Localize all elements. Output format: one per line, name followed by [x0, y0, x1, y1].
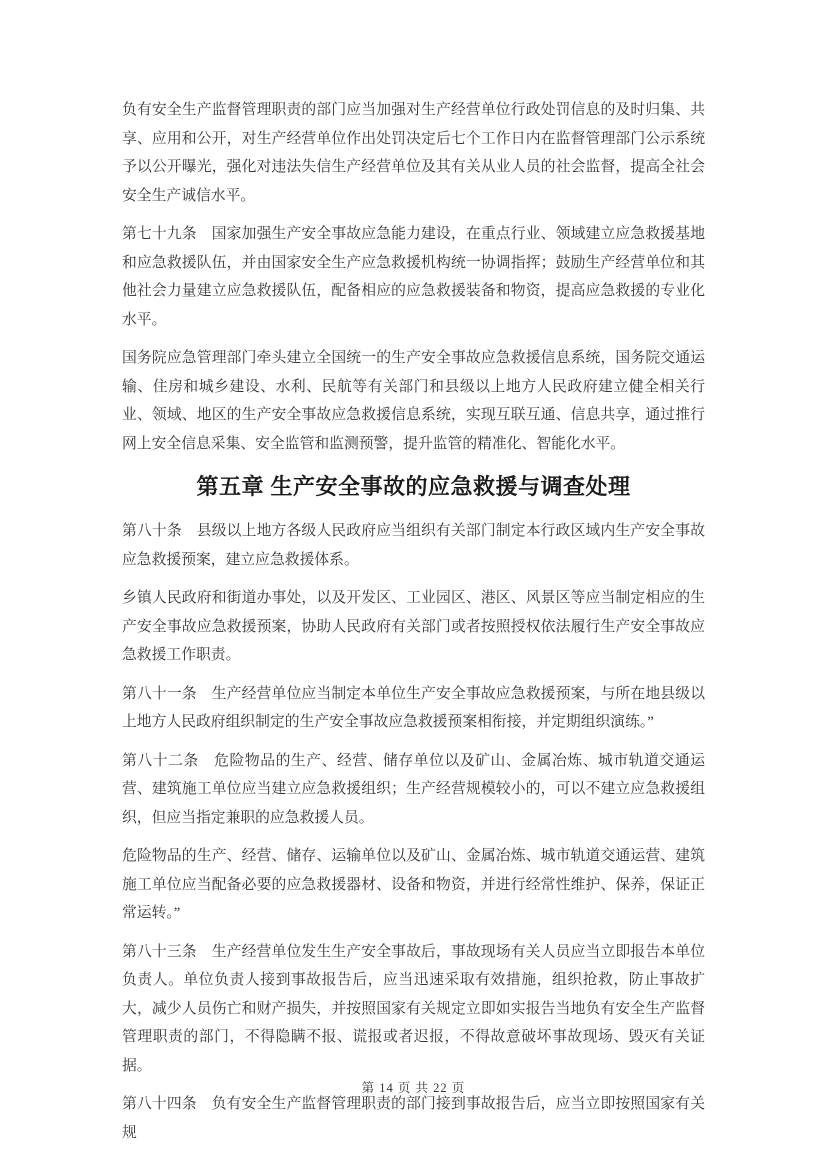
paragraph: 负有安全生产监督管理职责的部门应当加强对生产经营单位行政处罚信息的及时归集、共享、应用和公开，对生产经营单位作出处罚决定后七个工作日内在监督管理部门公示系统予以公开曝光，强化对违法失信生产经营单位及其有关从业人员的社会监督，提高全社会安全生产诚信水平。: [122, 102, 705, 204]
paragraph-article-79: 第七十九条 国家加强生产安全事故应急能力建设，在重点行业、领域建立应急救援基地和应急救援队伍，并由国家安全生产应急救援机构统一协调指挥；鼓励生产经营单位和其他社会力量建立应急救援队伍，配备相应的应急救援装备和物资，提高应急救援的专业化水平。: [122, 226, 705, 328]
paragraph-article-83: 第八十三条 生产经营单位发生生产安全事故后，事故现场有关人员应当立即报告本单位负责人。单位负责人接到事故报告后，应当迅速采取有效措施，组织抢救，防止事故扩大，减少人员伤亡和财产损失，并按照国家有关规定立即如实报告当地负有安全生产监督管理职责的部门，不得隐瞒不报、谎报或者迟报，不得故意破坏事故现场、毁灭有关证据。: [122, 943, 705, 1074]
paragraph-article-80: 第八十条 县级以上地方各级人民政府应当组织有关部门制定本行政区域内生产安全事故应急救援预案，建立应急救援体系。: [122, 523, 705, 568]
paragraph-article-82: 第八十二条 危险物品的生产、经营、储存单位以及矿山、金属冶炼、城市轨道交通运营、建筑施工单位应当建立应急救援组织；生产经营规模较小的，可以不建立应急救援组织，但应当指定兼职的应急救援人员。: [122, 752, 705, 826]
paragraph: 国务院应急管理部门牵头建立全国统一的生产安全事故应急救援信息系统，国务院交通运输、住房和城乡建设、水利、民航等有关部门和县级以上地方人民政府建立健全相关行业、领域、地区的生产安全事故应急救援信息系统，实现互联互通、信息共享，通过推行网上安全信息采集、安全监管和监测预警，提升监管的精准化、智能化水平。: [122, 350, 705, 452]
paragraph: 危险物品的生产、经营、储存、运输单位以及矿山、金属冶炼、城市轨道交通运营、建筑施工单位应当配备必要的应急救援器材、设备和物资，并进行经常性维护、保养，保证正常运转。”: [122, 848, 705, 921]
paragraph-article-84: 第八十四条 负有安全生产监督管理职责的部门接到事故报告后，应当立即按照国家有关规: [122, 1096, 705, 1141]
chapter-heading: 第五章 生产安全事故的应急救援与调查处理: [196, 474, 631, 499]
page-number-text: 第 14 页 共 22 页: [361, 1081, 466, 1095]
paragraph: 乡镇人民政府和街道办事处，以及开发区、工业园区、港区、风景区等应当制定相应的生产安全事故应急救援预案，协助人民政府有关部门或者按照授权依法履行生产安全事故应急救援工作职责。: [122, 590, 705, 663]
paragraph-article-81: 第八十一条 生产经营单位应当制定本单位生产安全事故应急救援预案，与所在地县级以上地方人民政府组织制定的生产安全事故应急救援预案相衔接，并定期组织演练。”: [122, 685, 705, 730]
document-body: [122, 96, 705, 1157]
page-number-footer: [0, 1078, 827, 1096]
